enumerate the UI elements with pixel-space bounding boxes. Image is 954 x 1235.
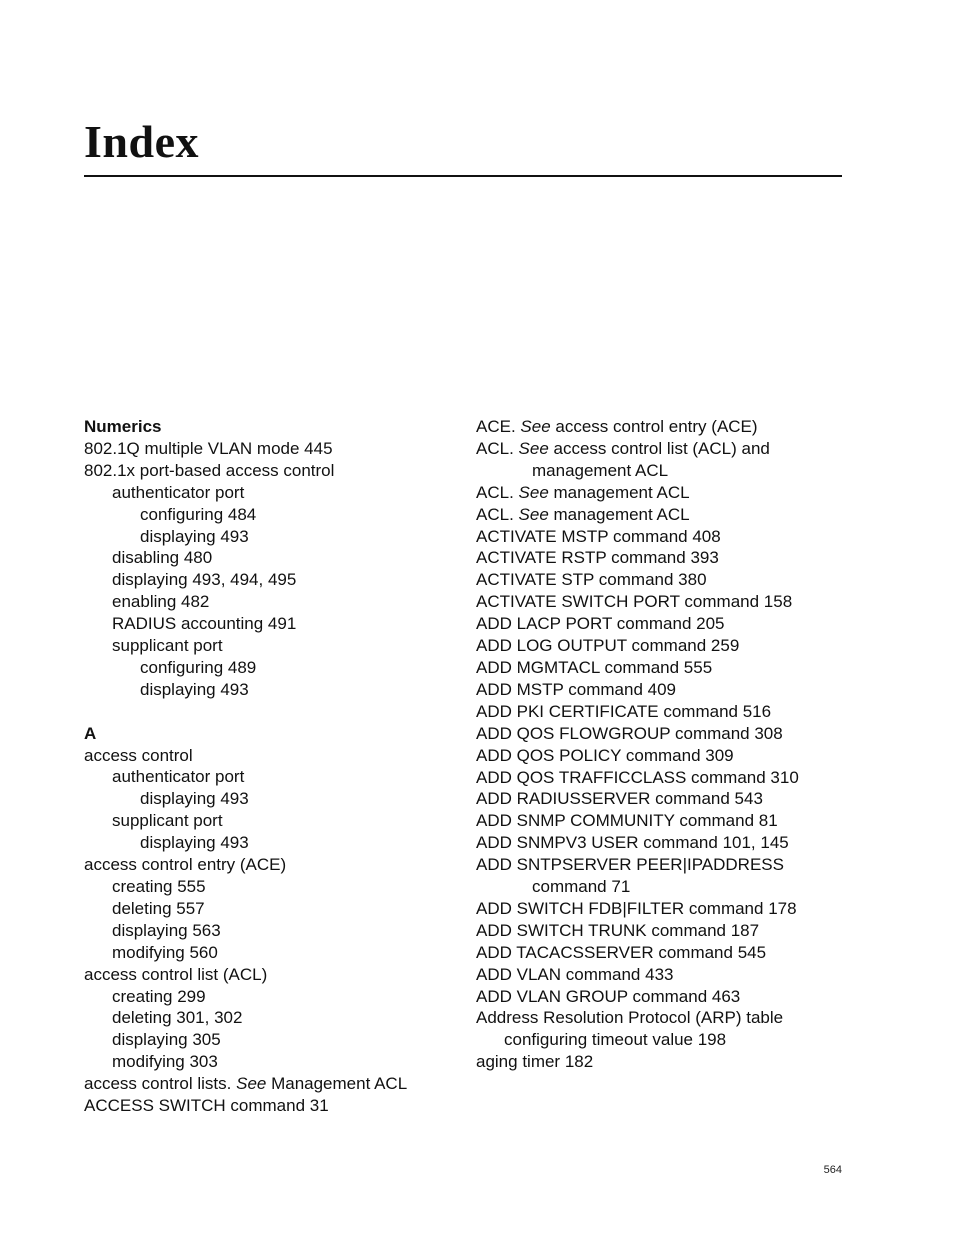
index-entry-target: access control list (ACL) and	[548, 438, 770, 458]
index-entry: deleting 301, 302	[112, 1008, 243, 1028]
index-entry: modifying 560	[112, 942, 218, 962]
index-entry: supplicant port	[112, 636, 223, 656]
index-entry: ADD QOS TRAFFICCLASS command 310	[476, 767, 799, 787]
index-entry: displaying 493	[140, 679, 249, 699]
index-entry-term: ACL.	[476, 438, 519, 458]
index-entry: displaying 493	[140, 833, 249, 853]
page-number: 564	[823, 1164, 842, 1176]
index-entry	[84, 1073, 464, 1095]
index-entry: deleting 557	[112, 898, 205, 918]
index-entry: ADD VLAN GROUP command 463	[476, 986, 741, 1006]
index-entry-target: management ACL	[548, 504, 690, 524]
index-entry: authenticator port	[112, 767, 245, 787]
index-entry: ADD SNTPSERVER PEER|IPADDRESS	[476, 855, 784, 875]
index-entry-target: Management ACL	[266, 1074, 408, 1094]
see-reference: See	[520, 417, 551, 436]
index-entry: configuring timeout value 198	[504, 1030, 727, 1050]
index-entry: ADD TACACSSERVER command 545	[476, 942, 767, 962]
index-entry: RADIUS accounting 491	[112, 614, 297, 634]
index-entry: ACTIVATE STP command 380	[476, 570, 707, 590]
index-entry: ACTIVATE MSTP command 408	[476, 526, 721, 546]
index-entry: disabling 480	[112, 548, 213, 568]
index-entry: modifying 303	[112, 1052, 218, 1072]
index-entry: aging timer 182	[476, 1052, 594, 1072]
index-entry-term: access control lists.	[84, 1074, 237, 1094]
index-entry	[476, 482, 876, 504]
index-entry: ADD MGMTACL command 555	[476, 657, 713, 677]
index-entry: configuring 484	[140, 504, 257, 524]
index-entry: 802.1Q multiple VLAN mode 445	[84, 438, 333, 458]
index-entry: ACTIVATE RSTP command 393	[476, 548, 719, 568]
index-entry	[476, 416, 876, 438]
title-rule	[84, 175, 842, 177]
index-entry-target: management ACL	[548, 482, 690, 502]
index-entry: access control	[84, 745, 193, 765]
index-entry	[476, 438, 876, 460]
index-entry: ADD LOG OUTPUT command 259	[476, 636, 740, 656]
index-entry: ADD RADIUSSERVER command 543	[476, 789, 763, 809]
index-entry: displaying 493, 494, 495	[112, 570, 297, 590]
index-entry: displaying 493	[140, 526, 249, 546]
index-entry	[476, 504, 876, 526]
index-entry: ADD MSTP command 409	[476, 679, 676, 699]
index-entry: command 71	[532, 877, 631, 897]
index-entry: ADD PKI CERTIFICATE command 516	[476, 701, 772, 721]
index-entry: displaying 305	[112, 1030, 221, 1050]
index-entry: displaying 493	[140, 789, 249, 809]
index-entry: ADD SWITCH TRUNK command 187	[476, 920, 760, 940]
index-entry: ADD QOS POLICY command 309	[476, 745, 734, 765]
index-entry: ADD SNMP COMMUNITY command 81	[476, 811, 778, 831]
see-reference: See	[518, 504, 549, 524]
index-entry-target: access control entry (ACE)	[550, 417, 758, 436]
index-entry: ADD SNMPV3 USER command 101, 145	[476, 833, 789, 853]
index-entry-term: ACE.	[476, 417, 521, 436]
see-reference: See	[236, 1074, 267, 1094]
index-entry: ADD QOS FLOWGROUP command 308	[476, 723, 783, 743]
index-entry: creating 555	[112, 877, 206, 897]
index-entry: configuring 489	[140, 657, 257, 677]
index-entry: enabling 482	[112, 592, 210, 612]
index-entry: creating 299	[112, 986, 206, 1006]
index-entry: authenticator port	[112, 482, 245, 502]
index-section-heading: A	[84, 723, 97, 743]
index-entry-term: ACL.	[476, 504, 519, 524]
index-entry: displaying 563	[112, 920, 221, 940]
index-entry: ADD SWITCH FDB|FILTER command 178	[476, 898, 797, 918]
index-entry: management ACL	[532, 460, 669, 480]
index-column-right	[476, 416, 876, 1073]
index-entry: supplicant port	[112, 811, 223, 831]
index-entry: 802.1x port-based access control	[84, 460, 335, 480]
index-entry: ACCESS SWITCH command 31	[84, 1096, 329, 1116]
see-reference: See	[518, 482, 549, 502]
see-reference: See	[518, 438, 549, 458]
index-section-heading: Numerics	[84, 417, 162, 436]
index-entry: ADD LACP PORT command 205	[476, 614, 725, 634]
index-column-left	[84, 416, 464, 1117]
index-entry: ADD VLAN command 433	[476, 964, 674, 984]
index-spacer	[84, 701, 464, 723]
index-entry: ACTIVATE SWITCH PORT command 158	[476, 592, 793, 612]
index-entry: access control entry (ACE)	[84, 855, 287, 875]
index-entry: access control list (ACL)	[84, 964, 268, 984]
index-entry-term: ACL.	[476, 482, 519, 502]
index-entry: Address Resolution Protocol (ARP) table	[476, 1008, 784, 1028]
page-title: Index	[84, 116, 199, 167]
